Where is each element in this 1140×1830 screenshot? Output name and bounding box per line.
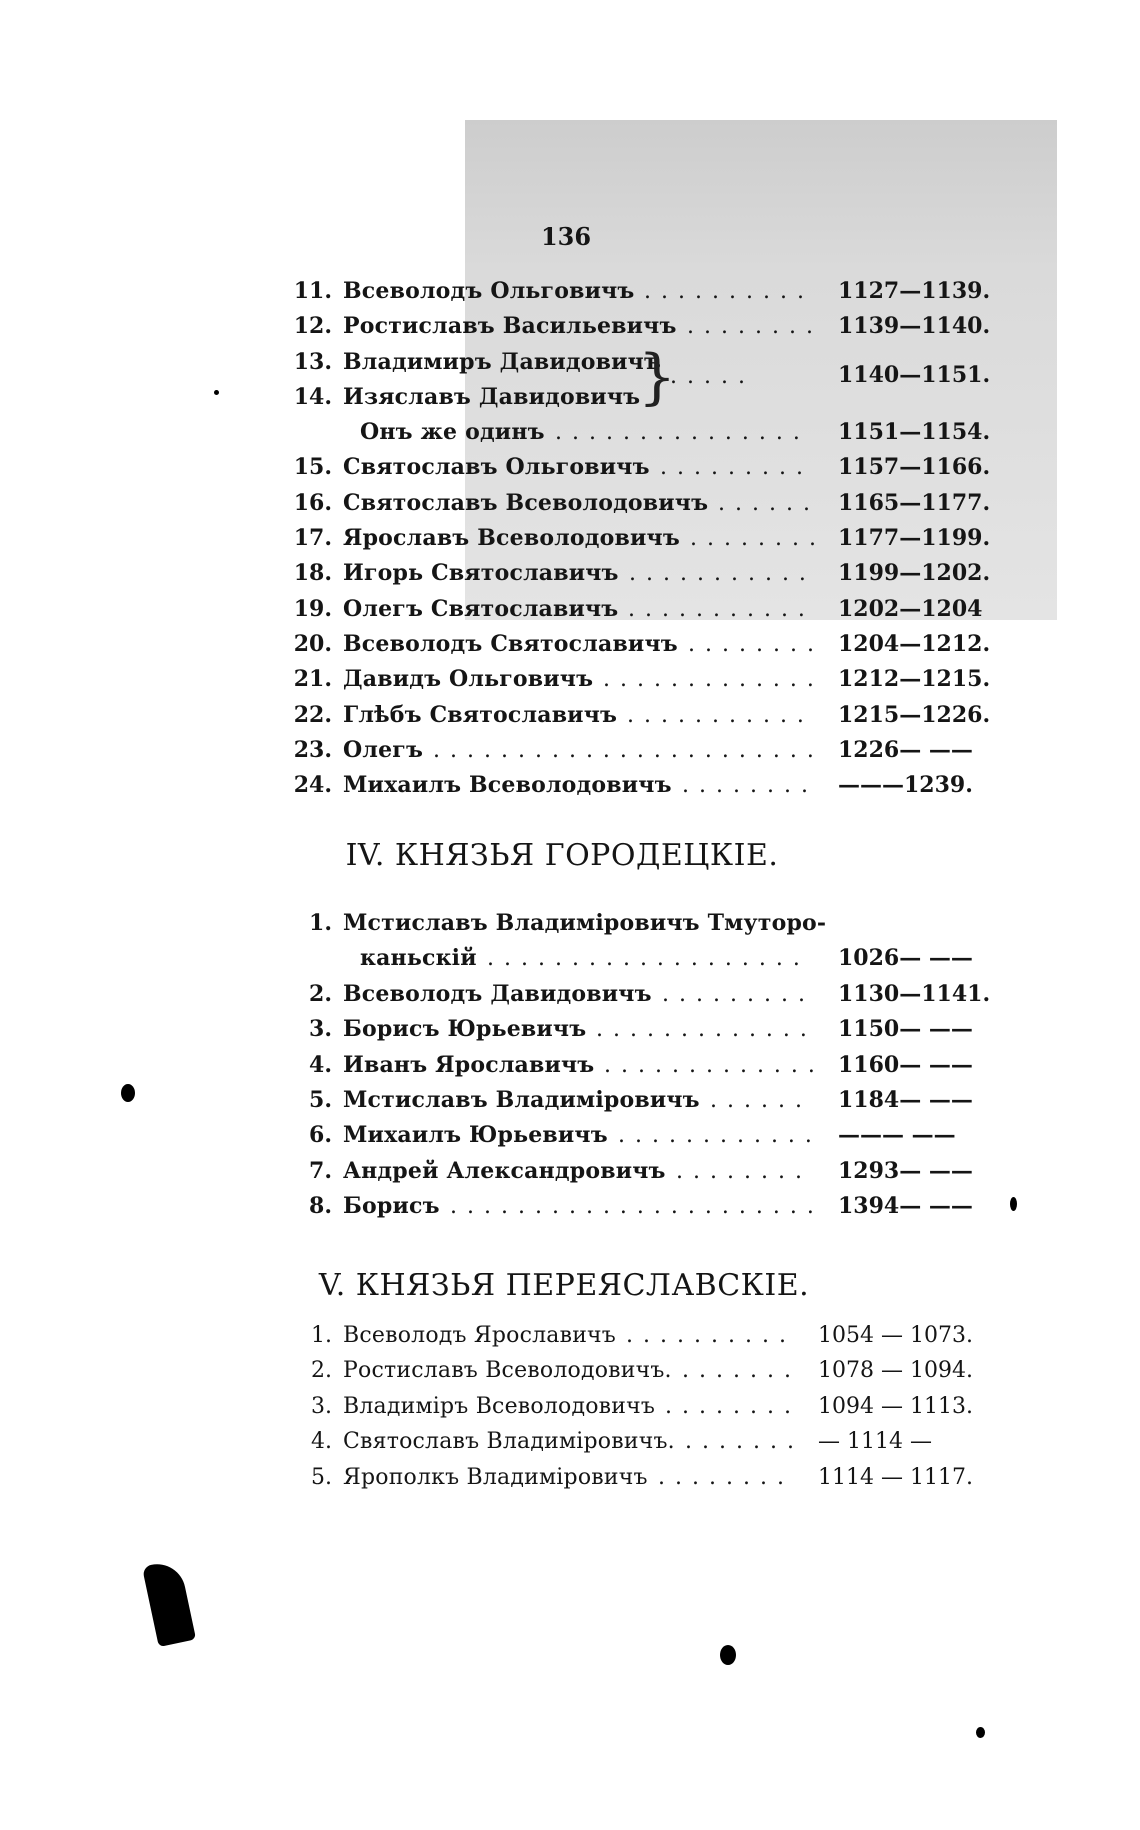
item-number: 1. — [311, 1323, 332, 1348]
item-number: 22. — [293, 701, 332, 728]
item-number: 21. — [293, 666, 332, 693]
item-years: 1078 — 1094. — [818, 1358, 973, 1384]
leader-dots: .......... — [644, 279, 814, 304]
item-number: 16. — [293, 489, 332, 516]
item-number: 1. — [309, 910, 332, 936]
item-number: 23. — [293, 736, 332, 763]
list-item — [290, 309, 1010, 344]
item-years: 1226— —— — [838, 736, 973, 763]
item-name: Михаилъ Юрьевичъ — [343, 1122, 608, 1149]
item-years: 1026— —— — [838, 945, 973, 972]
item-name: Святославъ Ольговичъ — [343, 454, 650, 481]
item-years: 1177—1199. — [838, 525, 991, 552]
item-name: Михаилъ Всеволодовичъ — [343, 772, 672, 799]
item-number: 19. — [293, 595, 332, 622]
list-item — [290, 450, 1010, 485]
leader-dots: ......... — [660, 455, 813, 481]
item-name: Глѣбъ Святославичъ — [343, 701, 618, 728]
list-item — [290, 627, 1010, 662]
item-number: 20. — [293, 630, 332, 657]
item-number: 13. — [293, 348, 332, 375]
list-item — [290, 1460, 1010, 1495]
item-number: 3. — [311, 1393, 332, 1419]
leader-dots: ........ — [665, 1393, 801, 1419]
leader-dots: ........ — [676, 1158, 812, 1184]
item-number: 15. — [293, 454, 332, 481]
item-years: 1199—1202. — [838, 560, 991, 587]
list-item — [290, 521, 1010, 556]
section5-heading: V. КНЯЗЬЯ ПЕРЕЯСЛАВСКІЕ. — [318, 1268, 810, 1303]
leader-dots: ............... — [555, 420, 810, 446]
item-name: Ярославъ Всеволодовичъ — [343, 525, 680, 552]
list-item — [290, 486, 1010, 521]
leader-dots: ...... — [710, 1087, 812, 1113]
item-name: Владимиръ Давидовичъ — [343, 348, 662, 375]
leader-dots: .......... — [626, 1323, 796, 1348]
item-years: 1202—1204 — [838, 595, 983, 622]
ink-spot — [1010, 1197, 1017, 1211]
leader-dots: ........ — [658, 1464, 794, 1490]
item-years: 1394— —— — [838, 1193, 973, 1220]
item-years: 1139—1140. — [838, 313, 991, 340]
item-name: Изяславъ Давидовичъ — [343, 383, 641, 410]
list-item — [290, 1353, 1010, 1388]
item-name: Олегъ — [343, 736, 424, 763]
leader-dots: ....................... — [433, 737, 824, 763]
item-name: Мстиславъ Владиміровичъ — [343, 1086, 700, 1113]
item-name: Андрей Александровичъ — [343, 1157, 666, 1184]
item-number: 3. — [309, 1016, 332, 1043]
item-years: 1157—1166. — [838, 454, 991, 481]
item-name: Иванъ Ярославичъ — [343, 1051, 595, 1078]
item-years: 1150— —— — [838, 1016, 973, 1043]
leader-dots: ........ — [682, 773, 818, 799]
item-name: Ярополкъ Владиміровичъ — [343, 1464, 648, 1490]
ink-blot — [142, 1559, 196, 1647]
list-item — [290, 274, 1010, 309]
list-item — [290, 556, 1010, 591]
item-name: Святославъ Владиміровичъ. — [343, 1429, 675, 1455]
list-item — [290, 1083, 1010, 1118]
item-name: Ростиславъ Всеволодовичъ. — [343, 1358, 672, 1384]
leader-dots: ........... — [627, 702, 814, 728]
leader-dots: ............. — [603, 667, 824, 693]
item-number: 18. — [293, 560, 332, 587]
item-years: ——— —— — [838, 1122, 956, 1149]
item-name: Святославъ Всеволодовичъ — [343, 489, 709, 516]
item-name: Борисъ — [343, 1193, 440, 1220]
item-number: 6. — [309, 1122, 332, 1149]
leader-dots: ........ — [688, 631, 824, 657]
leader-dots: ............. — [596, 1017, 817, 1043]
ink-spot — [720, 1645, 736, 1665]
item-number: 5. — [309, 1086, 332, 1113]
item-years: 1127—1139. — [838, 278, 991, 304]
list-item — [290, 1189, 1010, 1224]
list-item — [290, 698, 1010, 733]
brace: } — [638, 342, 677, 412]
item-name: Онъ же одинъ — [360, 419, 545, 446]
list-item — [290, 1048, 1010, 1083]
section4-heading: IV. КНЯЗЬЯ ГОРОДЕЦКІЕ. — [345, 838, 779, 873]
list-item — [290, 1389, 1010, 1424]
list-item — [290, 1424, 1010, 1459]
item-number: 5. — [311, 1464, 332, 1490]
page-number: 136 — [540, 222, 592, 251]
list-item — [290, 733, 1010, 768]
item-years: 1151—1154. — [838, 419, 991, 446]
item-name: Всеволодъ Святославичъ — [343, 630, 678, 657]
item-name: каньскій — [360, 945, 477, 972]
item-name: Всеволодъ Ярославичъ — [343, 1323, 616, 1348]
leader-dots: ....... — [685, 1429, 804, 1455]
item-number: 12. — [293, 313, 332, 340]
leader-dots: ........ — [687, 314, 823, 340]
list-item — [290, 662, 1010, 697]
item-years: 1160— —— — [838, 1051, 973, 1078]
item-number: 17. — [293, 525, 332, 552]
item-years: 1212—1215. — [838, 666, 991, 693]
item-years: 1204—1212. — [838, 630, 991, 657]
leader-dots: ........... — [629, 561, 816, 587]
item-number: 8. — [309, 1193, 332, 1220]
list-item — [290, 592, 1010, 627]
item-number: 4. — [309, 1051, 332, 1078]
list-item — [290, 1118, 1010, 1153]
item-name: Владиміръ Всеволодовичъ — [343, 1393, 656, 1419]
list-item — [290, 977, 1010, 1012]
ink-spot — [976, 1727, 985, 1738]
item-years: 1184— —— — [838, 1086, 973, 1113]
list-item — [290, 1318, 1010, 1353]
item-name: Борисъ Юрьевичъ — [343, 1016, 587, 1043]
leader-dots: ................... — [487, 946, 810, 972]
section5-list — [290, 1318, 1010, 1495]
item-number: 2. — [311, 1358, 332, 1384]
leader-dots: ............. — [604, 1052, 825, 1078]
list-item — [290, 941, 1010, 976]
list-item — [290, 1012, 1010, 1047]
item-name: Ростиславъ Васильевичъ — [343, 313, 677, 340]
item-years: 1054 — 1073. — [818, 1323, 973, 1348]
item-years: ———1239. — [838, 772, 973, 799]
leader-dots: ....... — [682, 1358, 801, 1384]
item-name: Мстиславъ Владиміровичъ Тмуторо- — [343, 910, 827, 936]
ink-spot — [121, 1084, 135, 1102]
ink-spot — [214, 390, 219, 395]
item-years: 1215—1226. — [838, 701, 991, 728]
leader-dots: ........... — [628, 596, 815, 622]
brace-years: 1140—1151. — [838, 362, 991, 388]
list-item — [290, 1154, 1010, 1189]
item-years: 1293— —— — [838, 1157, 973, 1184]
item-number: 7. — [309, 1157, 332, 1184]
item-name: Давидъ Ольговичъ — [343, 666, 594, 693]
item-years: 1165—1177. — [838, 489, 991, 516]
item-number: 4. — [311, 1429, 332, 1455]
section4-list — [290, 906, 1010, 1225]
item-years: 1114 — 1117. — [818, 1464, 973, 1490]
item-name: Всеволодъ Давидовичъ — [343, 980, 652, 1007]
list-item — [290, 768, 1010, 803]
leader-dots: ........ — [690, 526, 826, 552]
item-number: 14. — [293, 383, 332, 410]
item-name: Олегъ Святославичъ — [343, 595, 619, 622]
item-number: 11. — [293, 278, 332, 304]
item-name: Всеволодъ Ольговичъ — [343, 278, 635, 304]
leader-dots: ............ — [618, 1123, 822, 1149]
item-name: Игорь Святославичъ — [343, 560, 619, 587]
leader-dots: ...... — [718, 490, 820, 516]
list-item — [290, 906, 1010, 941]
item-years: 1094 — 1113. — [818, 1393, 973, 1419]
leader-dots: ...................... — [450, 1194, 824, 1220]
list-item — [290, 415, 1010, 450]
item-years: 1130—1141. — [838, 980, 991, 1007]
item-years: — 1114 — — [818, 1429, 932, 1455]
leader-dots: ......... — [662, 981, 815, 1007]
leader-dots: ..... — [670, 364, 755, 389]
item-number: 2. — [309, 980, 332, 1007]
item-number: 24. — [293, 772, 332, 799]
